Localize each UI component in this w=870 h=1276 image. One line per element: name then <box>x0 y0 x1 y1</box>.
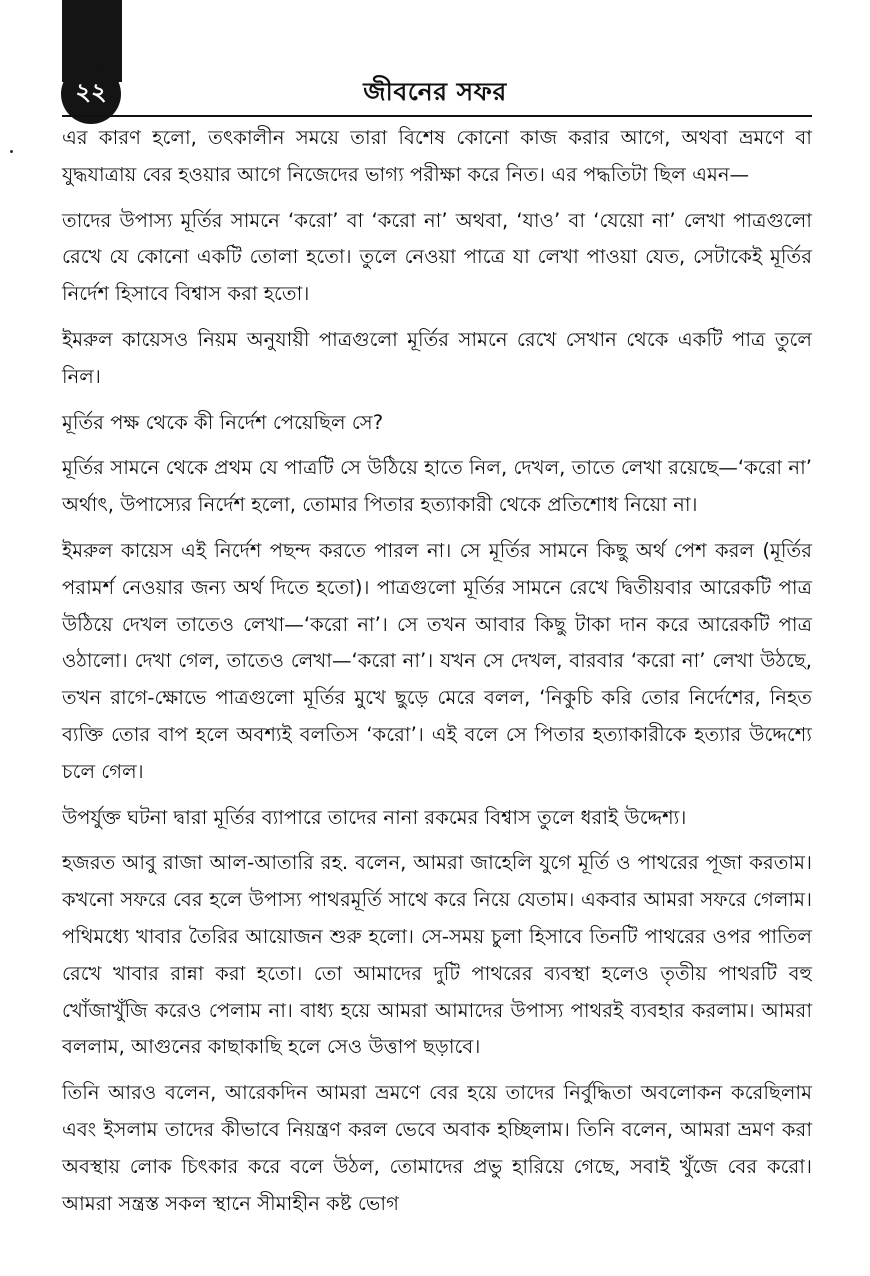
paragraph: ইমরুল কায়েসও নিয়ম অনুযায়ী পাত্রগুলো মূর্তির সামনে রেখে সেখান থেকে একটি পাত্র তুলে নিল। <box>62 327 812 388</box>
page-number: ২২ <box>61 64 121 124</box>
margin-mark <box>10 150 13 153</box>
body-text <box>62 120 812 1231</box>
running-title: জীবনের সফর <box>363 77 507 106</box>
paragraph: মূর্তির সামনে থেকে প্রথম যে পাত্রটি সে উঠিয়ে হাতে নিল, দেখল, তাতে লেখা রয়েছে—‘করো না’ অর্থাৎ, উপাস্যের নির্দেশ হলো, তোমার পিতার হত্যাকারী থেকে প্রতিশোধ নিয়ো না। <box>62 456 812 517</box>
paragraph: মূর্তির পক্ষ থেকে কী নির্দেশ পেয়েছিল সে? <box>62 410 384 434</box>
paragraph: উপর্যুক্ত ঘটনা দ্বারা মূর্তির ব্যাপারে তাদের নানা রকমের বিশ্বাস তুলে ধরাই উদ্দেশ্য। <box>62 805 687 829</box>
paragraph: তাদের উপাস্য মূর্তির সামনে ‘করো’ বা ‘করো না’ অথবা, ‘যাও’ বা ‘যেয়ো না’ লেখা পাত্রগুলো রেখে যে কোনো একটি তোলা হতো। তুলে নেওয়া পাত্রে যা লেখা পাওয়া যেত, সেটাকেই মূর্তির নির্দেশ হিসাবে বিশ্বাস করা হতো। <box>62 208 812 306</box>
paragraph: হজরত আবু রাজা আল-আতারি রহ. বলেন, আমরা জাহেলি যুগে মূর্তি ও পাথরের পূজা করতাম। কখনো সফরে বের হলে উপাস্য পাথরমূর্তি সাথে করে নিয়ে যেতাম। একবার আমরা সফরে গেলাম। পথিমধ্যে খাবার তৈরির আয়োজন শুরু হলো। সে-সময় চুলা হিসাবে তিনটি পাথরের ওপর পাতিল রেখে খাবার রান্না করা হতো। তো আমাদের দুটি পাথরের ব্যবস্থা হলেও তৃতীয় পাথরটি বহু খোঁজাখুঁজি করেও পেলাম না। বাধ্য হয়ে আমরা আমাদের উপাস্য পাথরই ব্যবহার করলাম। আমরা বললাম, আগুনের কাছাকাছি হলে সেও উত্তাপ ছড়াবে। <box>62 851 812 1059</box>
paragraph: ইমরুল কায়েস এই নির্দেশ পছন্দ করতে পারল না। সে মূর্তির সামনে কিছু অর্থ পেশ করল (মূর্তির পরামর্শ নেওয়ার জন্য অর্থ দিতে হতো)। পাত্রগুলো মূর্তির সামনে রেখে দ্বিতীয়বার আরেকটি পাত্র উঠিয়ে দেখল তাতেও লেখা—‘করো না’। সে তখন আবার কিছু টাকা দান করে আরেকটি পাত্র ওঠালো। দেখা গেল, তাতেও লেখা—‘করো না’। যখন সে দেখল, বারবার ‘করো না’ লেখা উঠছে, তখন রাগে-ক্ষোভে পাত্রগুলো মূর্তির মুখে ছুড়ে মেরে বলল, ‘নিকুচি করি তোর নির্দেশের, নিহত ব্যক্তি তোর বাপ হলে অবশ্যই বলতিস ‘করো’। এই বলে সে পিতার হত্যাকারীকে হত্যার উদ্দেশ্যে চলে গেল। <box>62 538 812 783</box>
header-rule <box>62 115 812 117</box>
paragraph: এর কারণ হলো, তৎকালীন সময়ে তারা বিশেষ কোনো কাজ করার আগে, অথবা ভ্রমণে বা যুদ্ধযাত্রায় বের হওয়ার আগে নিজেদের ভাগ্য পরীক্ষা করে নিত। এর পদ্ধতিটা ছিল এমন— <box>62 126 812 186</box>
paragraph: তিনি আরও বলেন, আরেকদিন আমরা ভ্রমণে বের হয়ে তাদের নির্বুদ্ধিতা অবলোকন করেছিলাম এবং ইসলাম তাদের কীভাবে নিয়ন্ত্রণ করল ভেবে অবাক হচ্ছিলাম। তিনি বলেন, আমরা ভ্রমণ করা অবস্থায় লোক চিৎকার করে বলে উঠল, তোমাদের প্রভু হারিয়ে গেছে, সবাই খুঁজে বের করো। আমরা সন্ত্রস্ত সকল স্থানে সীমাহীন কষ্ট ভোগ <box>62 1081 812 1215</box>
